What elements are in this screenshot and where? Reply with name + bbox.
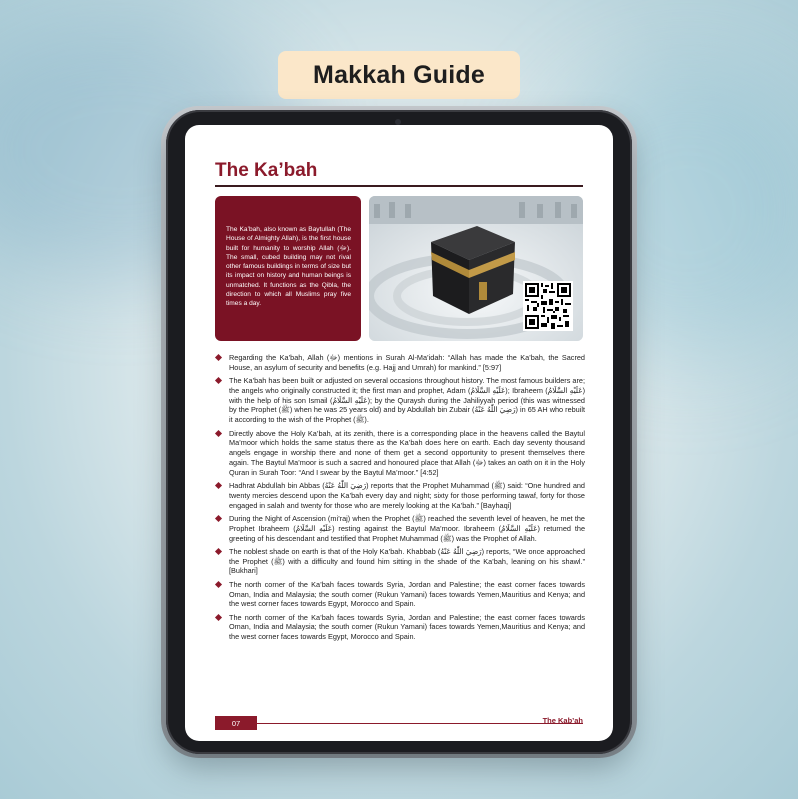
list-item: The north corner of the Ka’bah faces towards Syria, Jordan and Palestine; the east corner faces towards Oman, India and Malaysia; the south corner (Rukun Yamani) faces towards Yemen,Mauritius and Kenya; and the west corner faces towards Egypt, Morocco and Spain. — [215, 580, 585, 609]
qr-code-icon[interactable] — [523, 281, 573, 331]
intro-box — [215, 196, 361, 341]
list-item: The north corner of the Ka’bah faces towards Syria, Jordan and Palestine; the east corner faces towards Oman, India and Malaysia; the south corner (Rukun Yamani) faces towards Yemen,Mauritius and Kenya; and the west corner faces towards Egypt, Morocco and Spain. — [215, 613, 585, 642]
tablet — [166, 110, 632, 754]
banner-title: Makkah Guide — [278, 51, 520, 99]
diamond-bullet-icon — [215, 614, 222, 621]
page-title: The Ka’bah — [215, 160, 318, 181]
title-divider — [215, 185, 583, 187]
intro-text: The Ka’bah, also known as Baytullah (The House of Almighty Allah), is the first house built for humanity to worship Allah (ﷻ). The small, cubed building may not rival other famous buildings in terms of size but its impact on history and human beings is unmatched. It functions as the Qibla, the direction to which all Muslims pray five times a day. — [226, 226, 351, 308]
list-item: During the Night of Ascension (mi’raj) when the Prophet (ﷺ) reached the seventh level of heaven, he met the Prophet Ibraheem (عَلَيْهِ السَّلَامُ) resting against the Baytul Ma’moor. Ibraheem (عَلَيْهِ السَّلَامُ) returned the greeting of his descendant and testified that Prophet Muhammad (ﷺ) was the Prophet of Allah. — [215, 514, 585, 543]
diamond-bullet-icon — [215, 548, 222, 555]
kaaba-photo — [369, 196, 583, 341]
list-item: Regarding the Ka’bah, Allah (ﷻ) mentions in Surah Al-Ma’idah: “Allah has made the Ka’bah, the Sacred House, an asylum of security and benefits (e.g. Hajj and Umrah) for mankind.” [5:97] — [215, 353, 585, 373]
diamond-bullet-icon — [215, 482, 222, 489]
list-item: Directly above the Holy Ka’bah, at its zenith, there is a corresponding place in the heavens called the Baytul Ma’moor which holds the same status there as the Ka’bah does here on earth. Each day seventy thousand angels engage in worship there and none of them get a second opportunity to present themselves there again. The Baytul Ma’moor is such a sacred and honoured place that Allah (ﷻ) takes an oath on it in the Holy Quran in Surah Toor: “And I swear by the Baytul Ma’moor.” [4:52] — [215, 429, 585, 478]
tablet-screen — [185, 125, 613, 741]
footer-divider — [215, 723, 583, 724]
diamond-bullet-icon — [215, 515, 222, 522]
running-title: The Kab’ah — [542, 716, 583, 725]
bullet-list — [215, 353, 585, 646]
diamond-bullet-icon — [215, 581, 222, 588]
diamond-bullet-icon — [215, 354, 222, 361]
list-item: Hadhrat Abdullah bin Abbas (رَضِيَ اللّٰهُ عَنْهُ) reports that the Prophet Muhammad (ﷺ) said: “One hundred and twenty mercies descend upon the Ka’bah every day and night; sixty for those performing tawaf, forty for those engaged in salah and twenty for those who are merely looking at the Ka’bah.” [Bayhaqi] — [215, 481, 585, 510]
diamond-bullet-icon — [215, 377, 222, 384]
list-item: The Ka’bah has been built or adjusted on several occasions throughout history. The most famous builders are; the angels who originally constructed it; the first man and prophet, Adam (عَلَيْهِ السَّلَامُ); Ibraheem (عَلَيْهِ السَّلَامُ) with the help of his son Ismail (عَلَيْهِ السَّلَامُ); by the Quraysh during the Jahiliyyah period (this was witnessed by the Prophet (ﷺ) when he was 25 years old) and by Abdullah bin Zubair (رَضِيَ اللّٰهُ عَنْهُ) in 65 AH who rebuilt it according to the wish of the Prophet (ﷺ). — [215, 376, 585, 425]
page-number: 07 — [215, 716, 257, 730]
diamond-bullet-icon — [215, 430, 222, 437]
list-item: The noblest shade on earth is that of the Holy Ka’bah. Khabbab (رَضِيَ اللّٰهُ عَنْهُ) reports, “We once approached the Prophet (ﷺ) with a difficulty and found him sitting in the shade of the Ka’bah, leaning on his shawl.” [Bukhari] — [215, 547, 585, 576]
